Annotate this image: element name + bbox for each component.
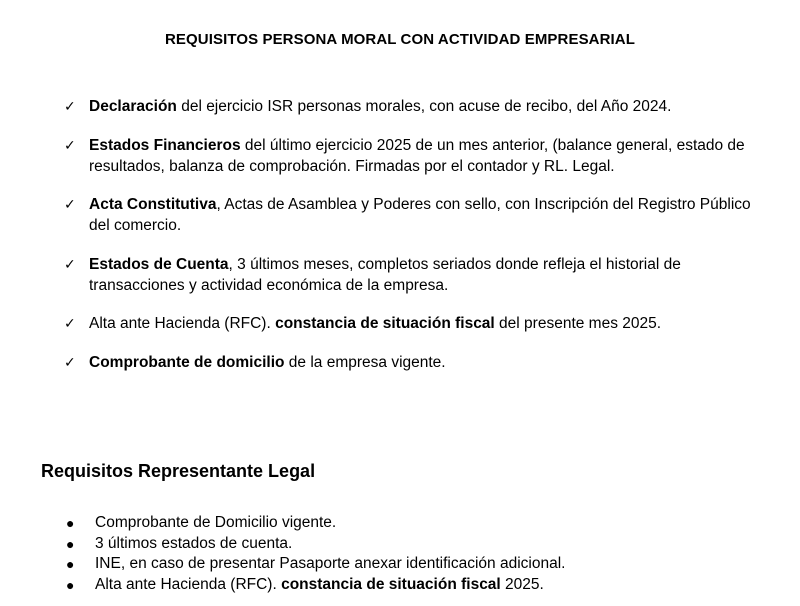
item-bold-text: Acta Constitutiva — [89, 196, 217, 213]
item-text: Comprobante de Domicilio vigente. — [95, 514, 337, 531]
check-icon: ✓ — [64, 315, 76, 331]
item-text: de la empresa vigente. — [284, 353, 446, 371]
check-icon: ✓ — [64, 136, 76, 153]
bullet-icon: ● — [66, 515, 75, 531]
bullet-icon: ● — [66, 535, 75, 552]
list-item — [0, 313, 800, 334]
item-text: , Actas de Asamblea y Poderes con sello, con Inscripción del Registro Público del comercio. — [89, 196, 751, 234]
requirements-checklist — [0, 96, 800, 390]
item-text: 3 últimos estados de cuenta. — [95, 534, 293, 552]
item-text: del último ejercicio 2025 de un mes anterior, (balance general, estado de resultados, balanza de comprobación. Firmadas por el contador y RL. Legal. — [89, 136, 745, 175]
item-bold-text: Declaración — [89, 98, 177, 115]
item-text: del presente mes 2025. — [494, 315, 662, 332]
check-icon: ✓ — [64, 353, 76, 370]
item-text: Alta ante Hacienda (RFC). — [89, 315, 276, 332]
bullet-icon: ● — [66, 556, 75, 572]
item-text: 2025. — [500, 575, 544, 593]
list-item — [0, 575, 565, 596]
list-item — [0, 534, 565, 555]
list-item — [0, 254, 800, 296]
check-icon: ✓ — [64, 255, 76, 272]
list-item — [0, 96, 800, 117]
item-bold-text: constancia de situación fiscal — [275, 315, 495, 332]
item-text: del ejercicio ISR personas morales, con acuse de recibo, del Año 2024. — [176, 98, 672, 115]
item-bold-text: Estados de Cuenta — [89, 255, 229, 273]
item-bold-text: Comprobante de domicilio — [89, 353, 285, 371]
item-bold-text: constancia de situación fiscal — [281, 575, 501, 593]
document-title: REQUISITOS PERSONA MORAL CON ACTIVIDAD EMPRESARIAL — [164, 31, 636, 48]
section-title: Requisitos Representante Legal — [41, 461, 316, 481]
item-text: , 3 últimos meses, completos seriados donde refleja el historial de transacciones y actividad económica de la empresa. — [89, 255, 681, 294]
check-icon: ✓ — [64, 98, 76, 114]
list-item — [0, 554, 565, 575]
list-item — [0, 352, 800, 373]
check-icon: ✓ — [64, 196, 76, 212]
list-item — [0, 194, 800, 236]
item-text: Alta ante Hacienda (RFC). — [95, 575, 282, 593]
list-item — [0, 513, 565, 534]
legal-representative-list — [0, 513, 565, 595]
bullet-icon: ● — [66, 576, 75, 593]
item-text: INE, en caso de presentar Pasaporte anexar identificación adicional. — [95, 555, 566, 572]
item-bold-text: Estados Financieros — [89, 136, 241, 154]
list-item — [0, 135, 800, 177]
